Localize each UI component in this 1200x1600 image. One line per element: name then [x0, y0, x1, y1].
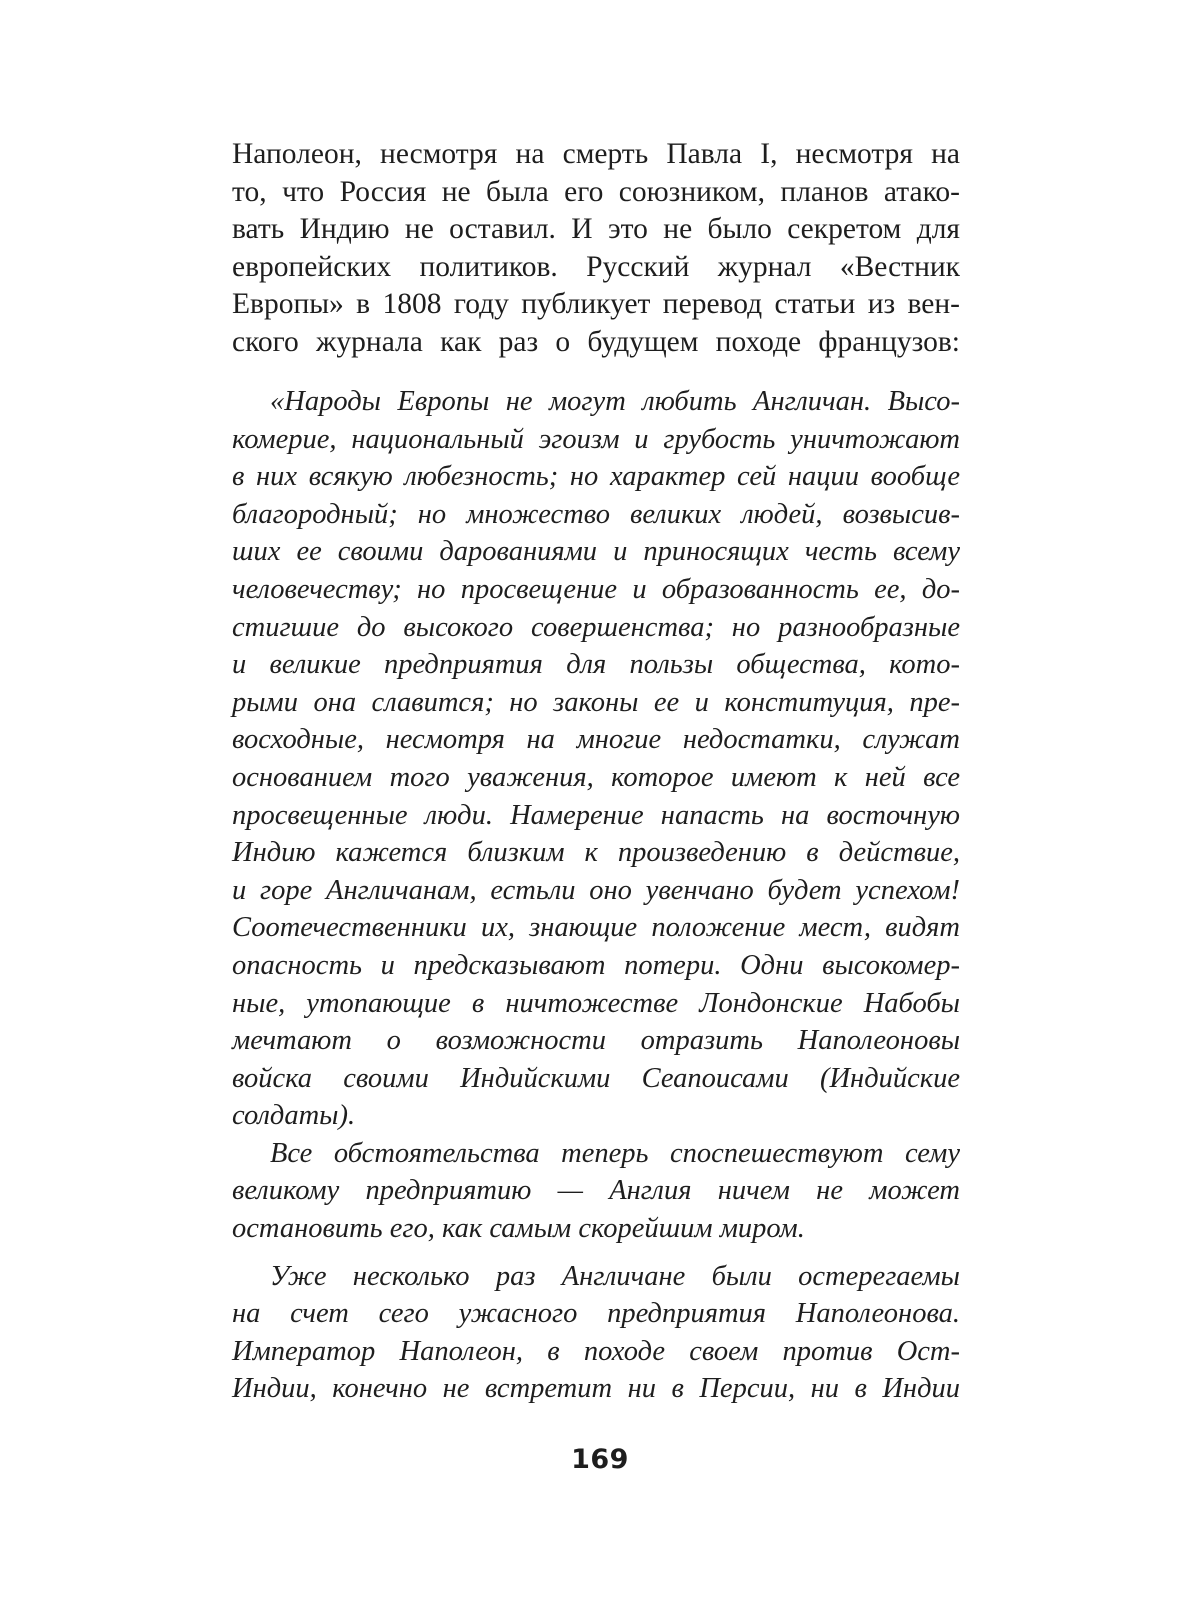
quote-line: человечеству; но просвещение и образованность ее, до- — [232, 573, 960, 605]
intro-line: европейских политиков. Русский журнал «Вестник — [232, 250, 960, 283]
quote-line: восходные, несмотря на многие недостатки, служат — [232, 724, 960, 756]
quote-line: и великие предприятия для пользы общества, кото- — [232, 649, 960, 681]
quote-line: на счет сего ужасного предприятия Наполеонова. — [232, 1298, 960, 1330]
quote-line: Император Наполеон, в походе своем против Ост- — [232, 1335, 960, 1367]
quote-line: и горе Англичанам, естьли оно увенчано будет успехом! — [232, 874, 960, 906]
quote-paragraph-1 — [232, 383, 960, 1135]
quote-line: ные, утопающие в ничтожестве Лондонские Набобы — [232, 987, 960, 1019]
quote-line: опасность и предсказывают потери. Одни высокомер- — [232, 949, 960, 981]
quote-line: остановить его, как самым скорейшим миром. — [232, 1213, 805, 1245]
quote-paragraph-2 — [232, 1135, 960, 1248]
quote-line: ших ее своими дарованиями и приносящих честь всему — [232, 536, 960, 568]
quote-line: Соотечественники их, знающие положение мест, видят — [232, 912, 960, 944]
quote-line: войска своими Индийскими Сеапоисами (Индийские — [232, 1062, 960, 1094]
page-number: 169 — [571, 1444, 629, 1475]
quoted-article — [232, 383, 960, 1408]
quote-line: Индию кажется близким к произведению в действие, — [232, 837, 960, 869]
intro-line: вать Индию не оставил. И это не было секретом для — [232, 213, 960, 245]
quote-line: «Народы Европы не могут любить Англичан. Высо- — [270, 386, 960, 417]
paragraph-gap — [232, 1248, 960, 1258]
intro-line: то, что Россия не была его союзником, планов атако- — [232, 175, 960, 208]
quote-line: великому предприятию — Англия ничем не может — [232, 1175, 960, 1207]
quote-line: Уже несколько раз Англичане были остерегаемы — [270, 1260, 960, 1292]
quote-line: стигшие до высокого совершенства; но разнообразные — [232, 611, 960, 643]
quote-line: благородный; но множество великих людей, возвысив- — [232, 498, 960, 530]
quote-line: комерие, национальный эгоизм и грубость уничтожают — [232, 423, 960, 455]
quote-line: рыми она славится; но законы ее и конституция, пре- — [232, 686, 960, 718]
quote-line: основанием того уважения, которое имеют к ней все — [232, 761, 960, 793]
quote-line: в них всякую любезность; но характер сей нации вообще — [232, 461, 960, 493]
quote-line: Индии, конечно не встретит ни в Персии, ни в Индии — [232, 1373, 960, 1405]
quote-paragraph-3 — [232, 1258, 960, 1408]
intro-line: Наполеон, несмотря на смерть Павла I, несмотря на — [232, 138, 960, 170]
quote-line: мечтают о возможности отразить Наполеоновы — [232, 1025, 960, 1057]
intro-line: Европы» в 1808 году публикует перевод статьи из вен- — [232, 288, 960, 320]
intro-paragraph — [232, 136, 960, 361]
quote-line: солдаты). — [232, 1100, 356, 1132]
quote-line: Все обстоятельства теперь споспешествуют сему — [270, 1137, 960, 1169]
quote-line: просвещенные люди. Намерение напасть на восточную — [232, 799, 960, 831]
intro-line: ского журнала как раз о будущем походе французов: — [232, 325, 960, 358]
